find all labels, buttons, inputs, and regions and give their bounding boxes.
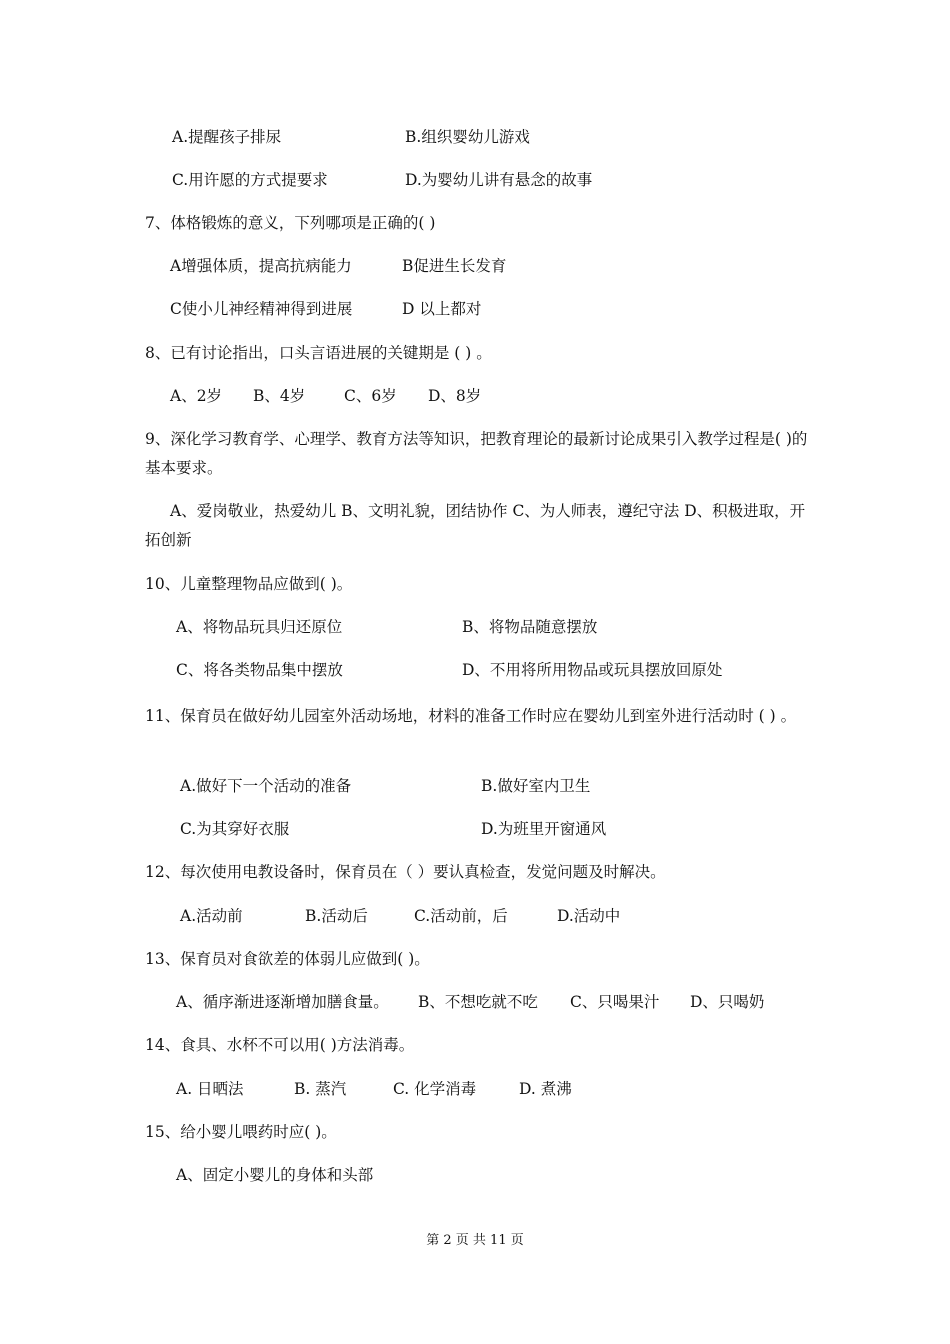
q14-option-a: A. 日晒法 bbox=[176, 1080, 244, 1098]
q13-option-a: A、循序渐进逐渐增加膳食量。 bbox=[176, 993, 389, 1011]
q10-option-a: A、将物品玩具归还原位 bbox=[176, 618, 343, 636]
q10-stem: 10、儿童整理物品应做到( )。 bbox=[145, 575, 353, 593]
q14-option-d: D. 煮沸 bbox=[519, 1080, 572, 1098]
q8-option-b: B、4岁 bbox=[253, 387, 306, 405]
q13-stem: 13、保育员对食欲差的体弱儿应做到( )。 bbox=[145, 950, 430, 968]
q14-option-b: B. 蒸汽 bbox=[294, 1080, 347, 1098]
q7-stem: 7、体格锻炼的意义，下列哪项是正确的( ) bbox=[145, 214, 436, 232]
q6-option-d: D.为婴幼儿讲有悬念的故事 bbox=[405, 171, 593, 189]
q7-option-a: A增强体质，提高抗病能力 bbox=[170, 257, 352, 275]
q10-option-b: B、将物品随意摆放 bbox=[462, 618, 598, 636]
q6-option-a: A.提醒孩子排尿 bbox=[172, 128, 282, 146]
q8-option-c: C、6岁 bbox=[344, 387, 397, 405]
q8-option-a: A、2岁 bbox=[170, 387, 223, 405]
q12-option-b: B.活动后 bbox=[305, 907, 368, 925]
q12-option-a: A.活动前 bbox=[180, 907, 243, 925]
q14-stem: 14、食具、水杯不可以用( )方法消毒。 bbox=[145, 1036, 415, 1054]
q11-option-d: D.为班里开窗通风 bbox=[481, 820, 607, 838]
page-number-footer: 第 2 页 共 11 页 bbox=[426, 1233, 524, 1248]
q12-option-c: C.活动前，后 bbox=[414, 907, 508, 925]
q12-stem: 12、每次使用电教设备时，保育员在（ ）要认真检查，发觉问题及时解决。 bbox=[145, 863, 666, 881]
q7-option-c: C使小儿神经精神得到进展 bbox=[170, 300, 353, 318]
q13-option-c: C、只喝果汁 bbox=[570, 993, 660, 1011]
q15-stem: 15、给小婴儿喂药时应( )。 bbox=[145, 1123, 337, 1141]
q6-option-b: B.组织婴幼儿游戏 bbox=[405, 128, 530, 146]
q11-option-b: B.做好室内卫生 bbox=[481, 777, 591, 795]
q15-option-a: A、固定小婴儿的身体和头部 bbox=[176, 1166, 374, 1184]
q12-option-d: D.活动中 bbox=[557, 907, 621, 925]
q9-stem: 9、深化学习教育学、心理学、教育方法等知识，把教育理论的最新讨论成果引入教学过程是( )的基本要求。 bbox=[145, 430, 808, 477]
q14-option-c: C. 化学消毒 bbox=[393, 1080, 477, 1098]
q11-option-a: A.做好下一个活动的准备 bbox=[180, 777, 352, 795]
q7-option-b: B促进生长发育 bbox=[402, 257, 507, 275]
q7-option-d: D 以上都对 bbox=[402, 300, 482, 318]
q11-stem: 11、保育员在做好幼儿园室外活动场地，材料的准备工作时应在婴幼儿到室外进行活动时 ( ) 。 bbox=[145, 707, 797, 725]
q6-option-c: C.用许愿的方式提要求 bbox=[172, 171, 328, 189]
q10-option-d: D、不用将所用物品或玩具摆放回原处 bbox=[462, 661, 723, 679]
q9-options: A、爱岗敬业，热爱幼儿 B、文明礼貌，团结协作 C、为人师表，遵纪守法 D、积极进取，开拓创新 bbox=[145, 502, 806, 549]
q10-option-c: C、将各类物品集中摆放 bbox=[176, 661, 343, 679]
q11-option-c: C.为其穿好衣服 bbox=[180, 820, 290, 838]
q8-stem: 8、已有讨论指出，口头言语进展的关键期是 ( ) 。 bbox=[145, 344, 492, 362]
q8-option-d: D、8岁 bbox=[428, 387, 482, 405]
q13-option-b: B、不想吃就不吃 bbox=[418, 993, 538, 1011]
q13-option-d: D、只喝奶 bbox=[690, 993, 765, 1011]
